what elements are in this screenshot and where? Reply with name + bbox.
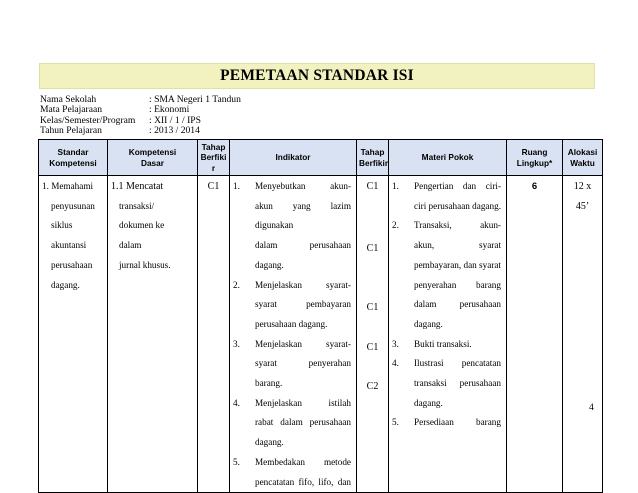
meta-value: : Ekonomi <box>149 104 190 116</box>
text-line: dalam <box>119 240 142 251</box>
cell-materi-pokok <box>389 176 507 493</box>
text-line: siklus <box>51 220 73 231</box>
text-line: penyusunan <box>51 200 95 211</box>
text-line: jurnal khusus. <box>119 259 171 270</box>
title-band <box>39 63 595 89</box>
item-number: 2. <box>392 220 399 231</box>
item-text: syarat penyerahan barang. <box>255 358 351 389</box>
header-ruang-lingkup: Ruang Lingkup* <box>507 140 563 176</box>
item-text: dagang. <box>255 437 284 448</box>
tahap-value <box>357 197 388 217</box>
item-text: dagang. <box>414 397 443 408</box>
meta-value: : 2013 / 2014 <box>149 125 200 137</box>
item-number: 3. <box>392 338 399 349</box>
item-text: penyerahan barang <box>414 279 501 290</box>
item-text: pencatatan fifo, lifo, dan <box>255 476 351 487</box>
alokasi-value: 45’ <box>575 200 590 212</box>
tahap-value: C1 <box>366 341 379 353</box>
item-number: 4. <box>392 358 399 369</box>
header-materi-pokok: Materi Pokok <box>389 140 507 176</box>
tahap-value: C1 <box>366 243 379 255</box>
meta-label: Mata Pelajaraan <box>40 104 103 116</box>
header-indikator: Indikator <box>230 140 357 176</box>
item-text: akun, syarat <box>414 240 501 251</box>
document-meta <box>40 95 241 137</box>
item-text: Pengertian dan ciri- <box>414 181 501 191</box>
item-text: Transaksi, akun- <box>414 220 501 231</box>
meta-value: : XII / 1 / IPS <box>149 114 201 126</box>
cell-tahap-berfikir-kd <box>198 176 230 493</box>
tahap-value <box>357 357 388 377</box>
tahap-value <box>357 318 388 338</box>
meta-value: : SMA Negeri 1 Tandun <box>149 94 241 105</box>
item-text: rabat dalam perusahaan <box>255 417 351 428</box>
item-number: 1. <box>233 181 240 191</box>
item-number: 5. <box>233 456 240 467</box>
item-text: syarat pembayaran <box>255 299 351 310</box>
item-text: dalam perusahaan dagang. <box>255 240 351 270</box>
text-line: transaksi/ <box>119 200 155 211</box>
item-text: Membedakan metode <box>255 456 351 467</box>
tahap-value: C2 <box>366 381 379 393</box>
alokasi-value: 12 x <box>573 181 592 192</box>
meta-label: Nama Sekolah <box>40 94 97 105</box>
text-line: 1.1 Mencatat <box>111 181 164 192</box>
item-text: ciri perusahaan dagang. <box>414 200 501 211</box>
ruang-lingkup-value: 6 <box>531 181 538 192</box>
header-kompetensi-dasar: Kompetensi Dasar <box>108 140 198 176</box>
item-text: perusahaan dagang. <box>255 318 328 329</box>
text-line: 1. Memahami <box>42 181 94 191</box>
text-line: akuntansi <box>51 240 87 251</box>
header-tahap-berfikir-2: Tahap Berfikir <box>357 140 389 176</box>
mapping-table <box>38 139 603 493</box>
item-text: akun yang lazim digunakan <box>255 200 351 231</box>
item-number: 4. <box>233 397 240 408</box>
cell-kompetensi-dasar <box>108 176 198 493</box>
tahap-value <box>357 216 388 236</box>
item-number: 2. <box>233 279 240 290</box>
item-number: 5. <box>392 417 399 428</box>
item-text: transaksi perusahaan <box>414 378 501 389</box>
item-text: Menjelaskan syarat- <box>255 338 351 349</box>
text-line: dokumen ke <box>119 220 165 231</box>
item-text: dagang. <box>414 318 443 329</box>
text-line: perusahaan <box>51 259 93 270</box>
header-tahap-berfikir: Tahap Berfiki r <box>198 140 230 176</box>
item-text: Bukti transaksi. <box>414 338 472 349</box>
meta-row <box>40 126 241 136</box>
cell-tahap-berfikir-indikator <box>357 176 389 493</box>
item-number: 1. <box>392 181 399 191</box>
item-text: Menjelaskan syarat- <box>255 279 351 290</box>
table-row <box>39 176 603 493</box>
header-alokasi-waktu: Alokasi Waktu <box>563 140 603 176</box>
page-title: PEMETAAN STANDAR ISI <box>220 67 414 84</box>
cell-indikator <box>230 176 357 493</box>
header-standar-kompetensi: Standar Kompetensi <box>39 140 108 176</box>
cell-ruang-lingkup <box>507 176 563 493</box>
cell-standar-kompetensi <box>39 176 108 493</box>
text-line: dagang. <box>51 279 80 290</box>
item-text: Persediaan barang <box>414 417 501 428</box>
cell-alokasi-waktu <box>563 176 603 493</box>
item-text: Menyebutkan akun- <box>255 181 351 191</box>
tahap-value: C1 <box>207 181 220 192</box>
tahap-value <box>357 259 388 279</box>
meta-label: Tahun Pelajaran <box>40 125 102 137</box>
tahap-value: C1 <box>366 181 379 192</box>
meta-label: Kelas/Semester/Program <box>40 114 136 126</box>
item-text: Menjelaskan istilah <box>255 397 351 408</box>
page-number: 4 <box>589 402 594 413</box>
item-number: 3. <box>233 338 240 349</box>
tahap-value <box>357 279 388 299</box>
item-text: dalam perusahaan <box>414 299 501 310</box>
item-text: Ilustrasi pencatatan <box>414 358 501 369</box>
tahap-value: C1 <box>366 302 379 314</box>
header-row <box>39 140 603 176</box>
item-text: pembayaran, dan syarat <box>414 259 501 270</box>
